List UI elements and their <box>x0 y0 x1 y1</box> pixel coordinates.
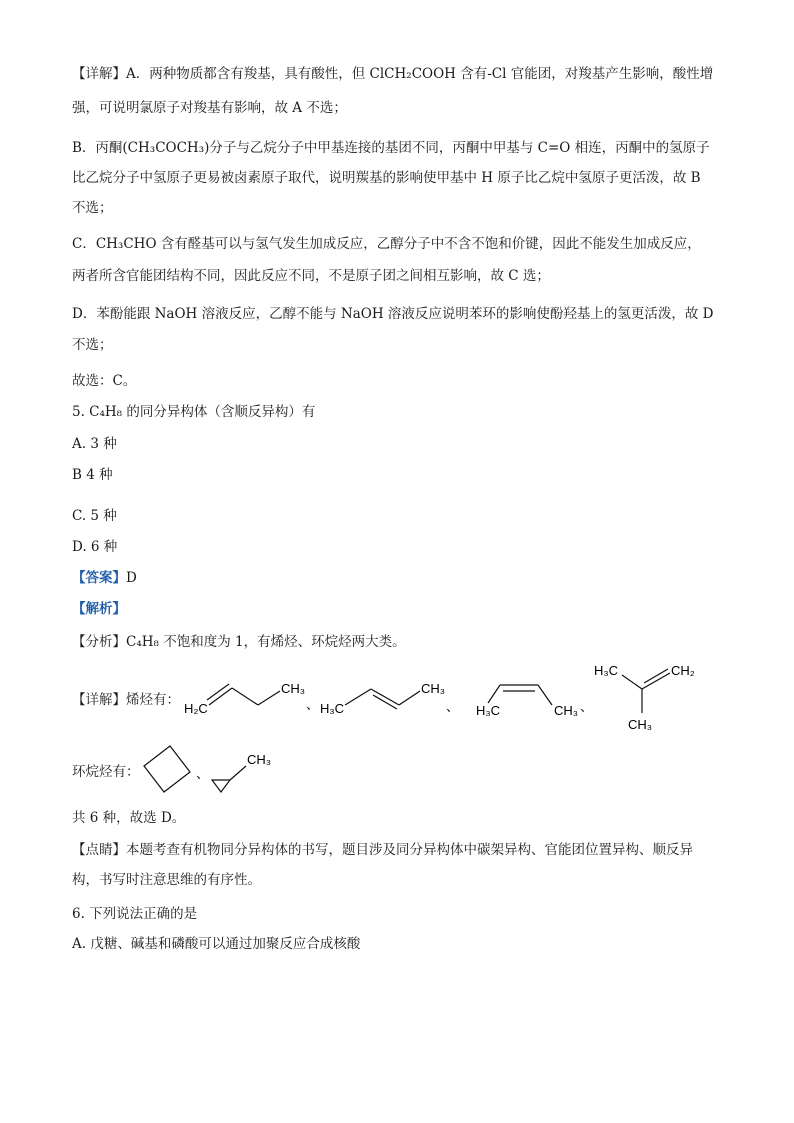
but-1-ene-structure <box>184 681 305 716</box>
ch3-label-5: CH₃ <box>247 752 272 767</box>
q5-option-c: C. 5 种 <box>72 508 117 524</box>
detail-line-c2: 两者所含官能团结构不同，因此反应不同，不是原子团之间相互影响，故 C 选； <box>72 268 550 284</box>
fenxi-tag: 【分析】 <box>72 634 126 650</box>
detail-line-a2: 强，可说明氯原子对羧基有影响，故 A 不选； <box>72 100 347 116</box>
ch3-label-4: CH₃ <box>628 717 653 732</box>
dianjing-line-1 <box>72 840 693 860</box>
separator-2: 、 <box>446 699 460 714</box>
detail-line-a1 <box>72 64 713 84</box>
ch3-label-3: CH₃ <box>554 703 579 718</box>
isobutene-structure <box>594 663 695 732</box>
cyclobutane-structure <box>144 746 190 792</box>
ch2-label: CH₂ <box>671 663 695 678</box>
detail-line-c1: C．CH₃CHO 含有醛基可以与氢气发生加成反应，乙醇分子中不含不饱和价键，因此不能发生加成反应， <box>72 236 701 252</box>
fenxi-line <box>72 632 406 652</box>
detail-line-b2: 比乙烷分子中氢原子更易被卤素原子取代，说明羰基的影响使甲基中 H 原子比乙烷中氢原子更活泼，故 B <box>72 170 701 186</box>
conclusion-line: 故选：C。 <box>72 373 137 389</box>
detail-tag-2: 【详解】 <box>72 692 126 708</box>
q6-option-a: A. 戊糖、碱基和磷酸可以通过加聚反应合成核酸 <box>72 936 361 952</box>
answer-line <box>72 568 137 588</box>
fenxi-text: C₄H₈ 不饱和度为 1，有烯烃、环烷烃两大类。 <box>126 634 406 650</box>
analysis-tag: 【解析】 <box>72 601 126 617</box>
detail-tag: 【详解】 <box>72 66 126 82</box>
alkene-label: 烯烃有： <box>126 692 180 708</box>
dianjing-tag: 【点睛】 <box>72 842 126 858</box>
h3c-label-1: H₃C <box>320 701 345 716</box>
cycloalkane-structures <box>140 742 300 802</box>
ch3-label-1: CH₃ <box>281 681 306 696</box>
detail-line-b1: B．丙酮(CH₃COCH₃)分子与乙烷分子中甲基连接的基团不同，丙酮中甲基与 C=O 相连，丙酮中的氢原子 <box>72 140 710 156</box>
dianjing-line-2: 构，书写时注意思维的有序性。 <box>72 872 261 888</box>
ch3-label-2: CH₃ <box>421 681 446 696</box>
detail-text: A．两种物质都含有羧基，具有酸性，但 ClCH₂COOH 含有-Cl 官能团，对羧基产生影响，酸性增 <box>126 66 714 82</box>
q5-option-b: B 4 种 <box>72 467 113 483</box>
h2c-label: H₂C <box>184 701 208 716</box>
detail-line-d2: 不选； <box>72 337 113 353</box>
q5-option-d: D. 6 种 <box>72 539 118 555</box>
question-6-stem: 6. 下列说法正确的是 <box>72 906 198 922</box>
separator-3: 、 <box>580 699 594 714</box>
analysis-line <box>72 599 126 619</box>
cis-but-2-ene-structure <box>476 685 578 718</box>
total-line: 共 6 种，故选 D。 <box>72 810 186 826</box>
h3c-label-3: H₃C <box>594 663 619 678</box>
question-5-stem: 5. C₄H₈ 的同分异构体（含顺反异构）有 <box>72 404 316 420</box>
trans-but-2-ene-structure <box>320 681 445 716</box>
separator-4: 、 <box>196 766 210 781</box>
alkene-line-label <box>72 690 180 710</box>
dianjing-text: 本题考查有机物同分异构体的书写，题目涉及同分异构体中碳架异构、官能团位置异构、顺反异 <box>126 842 693 858</box>
methylcyclopropane-structure <box>212 752 271 792</box>
answer-value: D <box>126 570 137 586</box>
detail-line-d1: D．苯酚能跟 NaOH 溶液反应，乙醇不能与 NaOH 溶液反应说明苯环的影响使酚羟基上的氢更活泼，故 D <box>72 306 714 322</box>
alkene-structures <box>180 655 720 745</box>
separator-1: 、 <box>306 697 320 712</box>
answer-tag: 【答案】 <box>72 570 126 586</box>
detail-line-b3: 不选； <box>72 200 113 216</box>
q5-option-a: A. 3 种 <box>72 436 117 452</box>
h3c-label-2: H₃C <box>476 703 501 718</box>
cyclo-label: 环烷烃有： <box>72 764 140 780</box>
